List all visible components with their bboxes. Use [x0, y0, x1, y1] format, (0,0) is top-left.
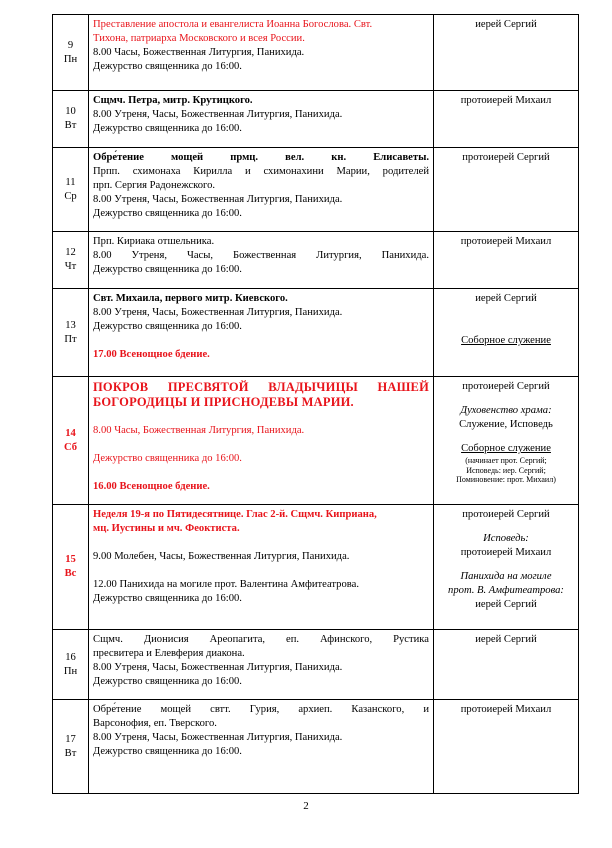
- weekday: Пн: [63, 665, 78, 677]
- priest-name: иерей Сергий: [475, 634, 537, 645]
- service-line: 8.00 Утреня, Часы, Божественная Литургия, Панихида.: [93, 109, 343, 120]
- service-description: [89, 15, 434, 91]
- service-description: [89, 630, 434, 700]
- priest-name: протоиерей Сергий: [462, 381, 550, 392]
- confession-heading: Исповедь:: [483, 533, 529, 544]
- spacer: [436, 394, 576, 404]
- spacer: [93, 334, 429, 348]
- duty-line: Дежурство священника до 16:00.: [93, 208, 242, 219]
- feast-title: Обре́тение мощей свтт. Гурия, архиеп. Казанского, и: [93, 704, 429, 715]
- duty-line: Дежурство священника до 16:00.: [93, 593, 242, 604]
- feast-title: мц. Иустины и мч. Феоктиста.: [93, 523, 240, 534]
- priest-name: протоиерей Сергий: [462, 152, 550, 163]
- feast-title: Неделя 19-я по Пятидесятнице. Глас 2-й. Сщмч. Киприана,: [93, 509, 377, 520]
- service-note: Соборное служение: [461, 443, 551, 454]
- feast-title: Прп. Кириака отшельника.: [93, 236, 215, 247]
- day-number: 15: [65, 554, 76, 565]
- date-cell: [53, 377, 89, 505]
- date-cell: [53, 505, 89, 630]
- service-line: 8.00 Утреня, Часы, Божественная Литургия, Панихида.: [93, 194, 343, 205]
- duty-line: Дежурство священника до 16:00.: [93, 746, 242, 757]
- table-row: [53, 148, 579, 232]
- spacer: [436, 432, 576, 442]
- service-line: 8.00 Утреня, Часы, Божественная Литургия, Панихида.: [93, 250, 429, 261]
- service-description: [89, 377, 434, 505]
- date-cell: [53, 232, 89, 289]
- day-number: 16: [65, 651, 76, 663]
- priest-name: протоиерей Михаил: [460, 236, 552, 247]
- duty-line: Дежурство священника до 16:00.: [93, 123, 242, 134]
- service-line: 8.00 Часы, Божественная Литургия, Панихида.: [93, 47, 305, 58]
- panikhida-heading: прот. В. Амфитеатрова:: [448, 585, 564, 596]
- service-line: 8.00 Утреня, Часы, Божественная Литургия, Панихида.: [93, 307, 343, 318]
- service-detail: Исповедь: иер. Сергий;: [466, 465, 546, 475]
- service-description: [89, 148, 434, 232]
- feast-title: Обре́тение мощей прмц. вел. кн. Елисаветы.: [93, 152, 429, 163]
- day-number: 9: [67, 39, 74, 51]
- date-cell: [53, 700, 89, 794]
- feast-title: Сщмч. Дионисия Ареопагита, еп. Афинского, Рустика: [93, 634, 429, 645]
- table-row: [53, 232, 579, 289]
- date-cell: [53, 15, 89, 91]
- date-cell: [53, 289, 89, 377]
- duty-line: Дежурство священника до 16:00.: [93, 676, 242, 687]
- weekday: Пн: [63, 53, 78, 65]
- service-description: [89, 289, 434, 377]
- duty-line: Дежурство священника до 16:00.: [93, 264, 242, 275]
- service-detail: (начинает прот. Сергий;: [465, 456, 547, 465]
- priest-cell: [434, 232, 579, 289]
- service-detail: Поминовение: прот. Михаил): [456, 475, 556, 484]
- date-cell: [53, 630, 89, 700]
- duty-line: Дежурство священника до 16:00.: [93, 61, 242, 72]
- priest-cell: [434, 377, 579, 505]
- day-number: 10: [65, 106, 76, 117]
- schedule-table: [52, 14, 579, 794]
- spacer: [436, 306, 576, 320]
- spacer: [436, 560, 576, 570]
- service-line: 9.00 Молебен, Часы, Божественная Литургия, Панихида.: [93, 551, 350, 562]
- weekday: Сб: [63, 441, 78, 453]
- service-description: [89, 505, 434, 630]
- spacer: [436, 522, 576, 532]
- priest-name: иерей Сергий: [475, 293, 537, 304]
- weekday: Вт: [64, 120, 77, 131]
- feast-title: ПОКРОВ ПРЕСВЯТОЙ ВЛАДЫЧИЦЫ НАШЕЙ: [93, 380, 429, 394]
- table-row: [53, 630, 579, 700]
- date-cell: [53, 148, 89, 232]
- service-note: Соборное служение: [461, 335, 551, 346]
- weekday: Вс: [64, 568, 77, 579]
- table-row: [53, 377, 579, 505]
- service-line: 8.00 Утреня, Часы, Божественная Литургия, Панихида.: [93, 732, 343, 743]
- table-row: [53, 289, 579, 377]
- service-description: [89, 232, 434, 289]
- feast-title: пресвитера и Елевферия диакона.: [93, 648, 245, 659]
- duty-line: Дежурство священника до 16:00.: [93, 453, 242, 464]
- priest-cell: [434, 91, 579, 148]
- priest-cell: [434, 630, 579, 700]
- priest-name: протоиерей Сергий: [462, 509, 550, 520]
- day-number: 11: [65, 176, 76, 188]
- priest-name: протоиерей Михаил: [460, 704, 552, 715]
- service-line: 12.00 Панихида на могиле прот. Валентина Амфитеатрова.: [93, 579, 359, 590]
- spacer: [93, 536, 429, 550]
- day-number: 17: [65, 733, 76, 745]
- feast-title: Свт. Михаила, первого митр. Киевского.: [93, 293, 288, 304]
- spacer: [93, 466, 429, 480]
- feast-title: Преставление апостола и евангелиста Иоанна Богослова. Свт.: [93, 19, 373, 30]
- duty-line: Дежурство священника до 16:00.: [93, 321, 242, 332]
- weekday: Ср: [64, 190, 77, 202]
- table-row: [53, 700, 579, 794]
- priest-cell: [434, 289, 579, 377]
- spacer: [93, 438, 429, 452]
- feast-subtitle: Прпп. схимонаха Кирилла и схимонахини Марии, родителей: [93, 166, 429, 177]
- priest-name: протоиерей Михаил: [460, 547, 552, 558]
- vigil-line: 17.00 Всенощное бдение.: [93, 349, 210, 360]
- spacer: [93, 410, 429, 424]
- page-number: 2: [303, 800, 309, 812]
- table-row: [53, 505, 579, 630]
- day-number: 14: [65, 427, 76, 439]
- day-number: 12: [65, 247, 76, 258]
- priest-name: иерей Сергий: [475, 599, 537, 610]
- feast-title: Варсонофия, еп. Тверского.: [93, 718, 217, 729]
- service-line: 8.00 Часы, Божественная Литургия, Панихида.: [93, 425, 305, 436]
- table-row: [53, 15, 579, 91]
- vigil-line: 16.00 Всенощное бдение.: [93, 481, 210, 492]
- feast-title: Сщмч. Петра, митр. Крутицкого.: [93, 95, 253, 106]
- weekday: Вт: [64, 747, 77, 759]
- weekday: Чт: [64, 261, 77, 272]
- priest-cell: [434, 700, 579, 794]
- panikhida-heading: Панихида на могиле: [460, 571, 552, 582]
- priest-name: протоиерей Михаил: [460, 95, 552, 106]
- feast-subtitle: прп. Сергия Радонежского.: [93, 180, 216, 191]
- feast-title: Тихона, патриарха Московского и всея России.: [93, 33, 305, 44]
- spacer: [436, 320, 576, 334]
- service-description: [89, 700, 434, 794]
- clergy-heading: Духовенство храма:: [460, 405, 552, 416]
- day-number: 13: [65, 319, 76, 331]
- priest-name: иерей Сергий: [475, 19, 537, 30]
- feast-title: БОГОРОДИЦЫ И ПРИСНОДЕВЫ МАРИИ.: [93, 395, 354, 409]
- spacer: [93, 564, 429, 578]
- date-cell: [53, 91, 89, 148]
- priest-cell: [434, 148, 579, 232]
- service-description: [89, 91, 434, 148]
- service-line: 8.00 Утреня, Часы, Божественная Литургия, Панихида.: [93, 662, 343, 673]
- priest-cell: [434, 505, 579, 630]
- weekday: Пт: [64, 333, 77, 345]
- table-row: [53, 91, 579, 148]
- clergy-duty: Служение, Исповедь: [459, 419, 553, 430]
- priest-cell: [434, 15, 579, 91]
